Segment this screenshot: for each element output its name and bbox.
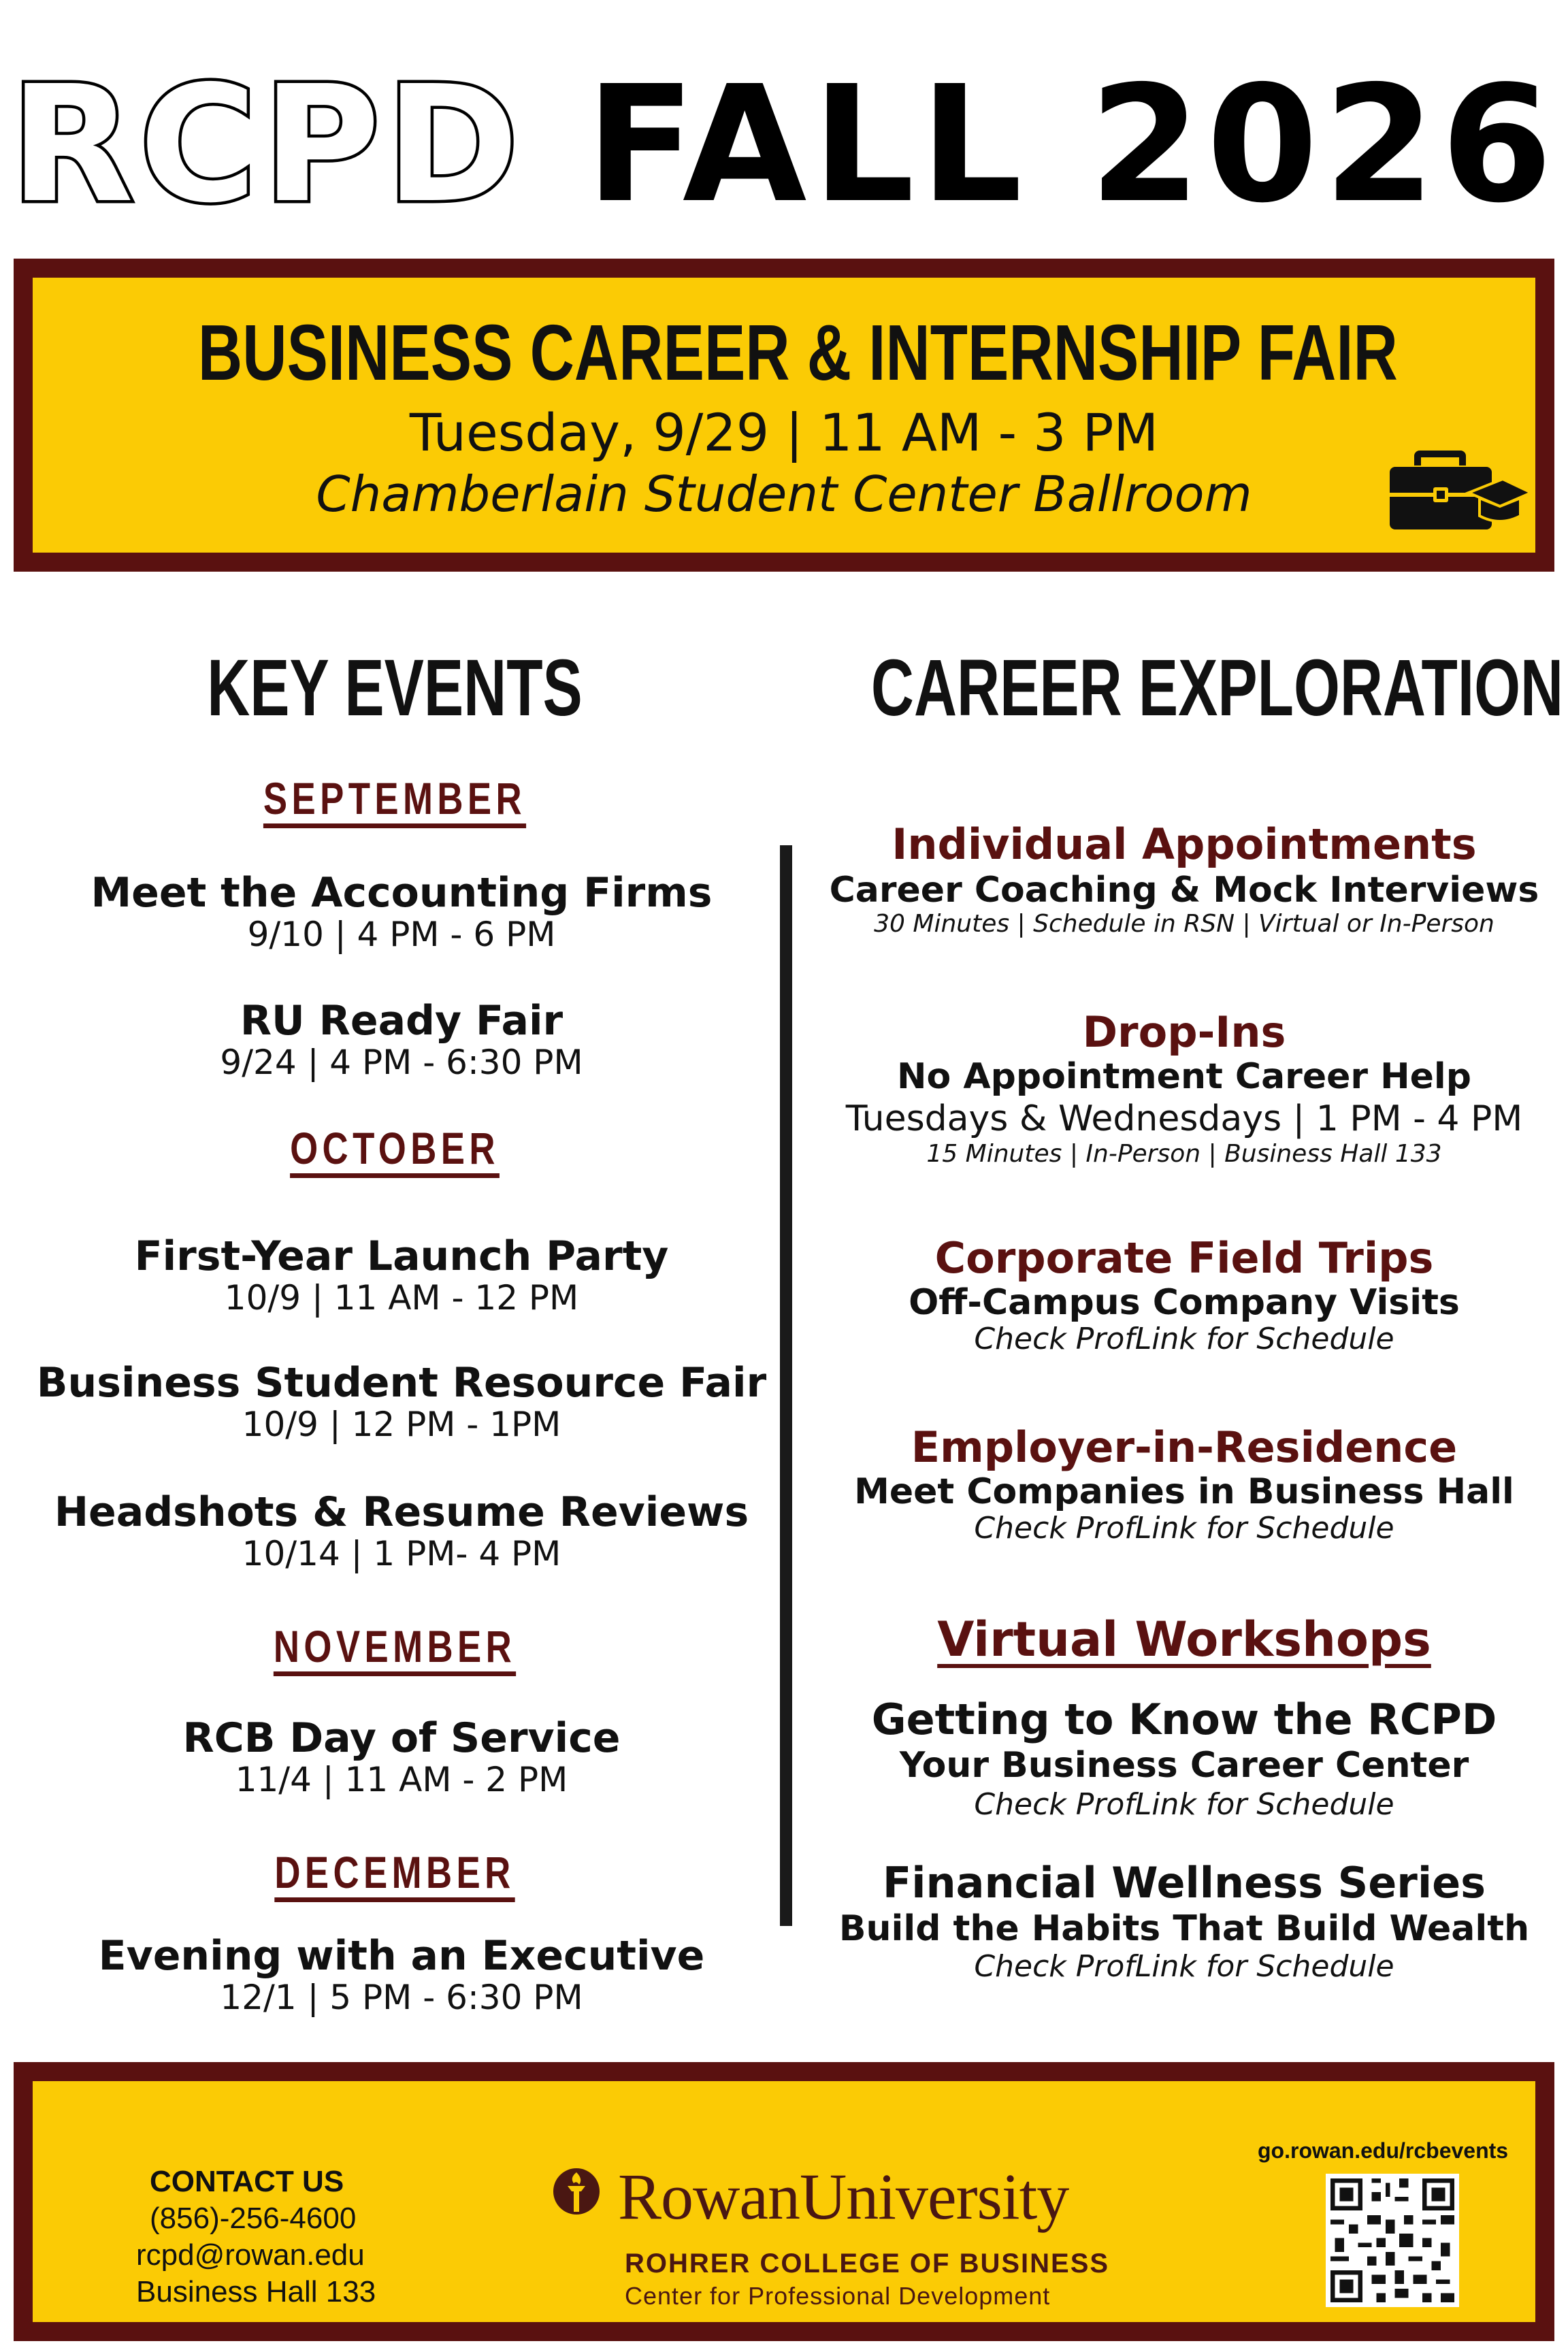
- title-fall-2026: FALL 2026: [585, 51, 1558, 238]
- torch-logo-icon: [553, 2161, 600, 2221]
- workshop-subtitle: Build the Habits That Build Wealth: [838, 1908, 1530, 1949]
- virtual-workshops-title: Virtual Workshops: [937, 1612, 1431, 1667]
- poster-title: [0, 51, 1568, 238]
- month-october: OCTOBER: [290, 1123, 500, 1173]
- employer-in-residence-title: Employer-in-Residence: [911, 1422, 1458, 1472]
- fair-banner: [14, 259, 1554, 572]
- workshop-title: Financial Wellness Series: [882, 1858, 1486, 1908]
- contact-phone: (856)-256-4600: [150, 2202, 357, 2235]
- workshop-note: Check ProfLink for Schedule: [974, 1787, 1394, 1822]
- event-title: RU Ready Fair: [240, 997, 564, 1045]
- college-name: ROHRER COLLEGE OF BUSINESS: [625, 2249, 1110, 2278]
- event-time: 10/9 | 11 AM - 12 PM: [224, 1278, 579, 1318]
- qr-code-icon: [1326, 2174, 1459, 2307]
- event-time: 9/10 | 4 PM - 6 PM: [247, 915, 556, 954]
- fair-title: BUSINESS CAREER & INTERNSHIP FAIR: [197, 308, 1398, 397]
- drop-ins-hours: Tuesdays & Wednesdays | 1 PM - 4 PM: [845, 1098, 1523, 1139]
- event-title: Evening with an Executive: [98, 1932, 705, 1980]
- event-time: 12/1 | 5 PM - 6:30 PM: [220, 1978, 583, 2017]
- contact-heading: CONTACT US: [150, 2165, 344, 2198]
- event-time: 9/24 | 4 PM - 6:30 PM: [220, 1043, 583, 1082]
- individual-appointments-note: 30 Minutes | Schedule in RSN | Virtual or In-Person: [874, 910, 1494, 938]
- month-november: NOVEMBER: [273, 1621, 517, 1671]
- events-url[interactable]: go.rowan.edu/rcbevents: [1258, 2138, 1509, 2163]
- key-events-heading: KEY EVENTS: [207, 643, 583, 733]
- workshop-note: Check ProfLink for Schedule: [974, 1949, 1394, 1984]
- event-title: First-Year Launch Party: [134, 1232, 669, 1280]
- employer-in-residence-subtitle: Meet Companies in Business Hall: [854, 1471, 1514, 1512]
- career-exploration-heading: CAREER EXPLORATION: [870, 643, 1564, 733]
- drop-ins-subtitle: No Appointment Career Help: [897, 1056, 1471, 1097]
- field-trips-note: Check ProfLink for Schedule: [974, 1322, 1394, 1356]
- individual-appointments-title: Individual Appointments: [892, 819, 1477, 869]
- workshop-title: Getting to Know the RCPD: [871, 1695, 1497, 1744]
- event-title: Headshots & Resume Reviews: [54, 1488, 749, 1536]
- event-time: 10/14 | 1 PM- 4 PM: [242, 1534, 561, 1573]
- event-title: Meet the Accounting Firms: [91, 869, 713, 917]
- university-wordmark: RowanUniversity: [618, 2160, 1069, 2233]
- contact-email: rcpd@rowan.edu: [136, 2238, 365, 2272]
- employer-in-residence-note: Check ProfLink for Schedule: [974, 1511, 1394, 1546]
- drop-ins-note: 15 Minutes | In-Person | Business Hall 133: [926, 1140, 1442, 1168]
- field-trips-title: Corporate Field Trips: [934, 1233, 1434, 1283]
- event-title: Business Student Resource Fair: [36, 1359, 767, 1407]
- footer-banner: [14, 2062, 1554, 2341]
- month-december: DECEMBER: [274, 1847, 515, 1897]
- event-time: 11/4 | 11 AM - 2 PM: [235, 1760, 568, 1799]
- contact-location: Business Hall 133: [136, 2275, 376, 2308]
- event-time: 10/9 | 12 PM - 1PM: [242, 1405, 561, 1444]
- fair-date-time: Tuesday, 9/29 | 11 AM - 3 PM: [409, 402, 1159, 463]
- workshop-subtitle: Your Business Career Center: [899, 1745, 1469, 1786]
- drop-ins-title: Drop-Ins: [1082, 1007, 1286, 1057]
- center-name: Center for Professional Development: [625, 2282, 1051, 2310]
- individual-appointments-subtitle: Career Coaching & Mock Interviews: [829, 870, 1539, 911]
- title-rcpd: RCPD: [10, 51, 525, 238]
- briefcase-graduation-cap-icon: [1387, 444, 1533, 532]
- field-trips-subtitle: Off-Campus Company Visits: [909, 1282, 1460, 1323]
- fair-location: Chamberlain Student Center Ballroom: [316, 466, 1252, 523]
- month-september: SEPTEMBER: [263, 773, 527, 823]
- event-title: RCB Day of Service: [182, 1714, 621, 1762]
